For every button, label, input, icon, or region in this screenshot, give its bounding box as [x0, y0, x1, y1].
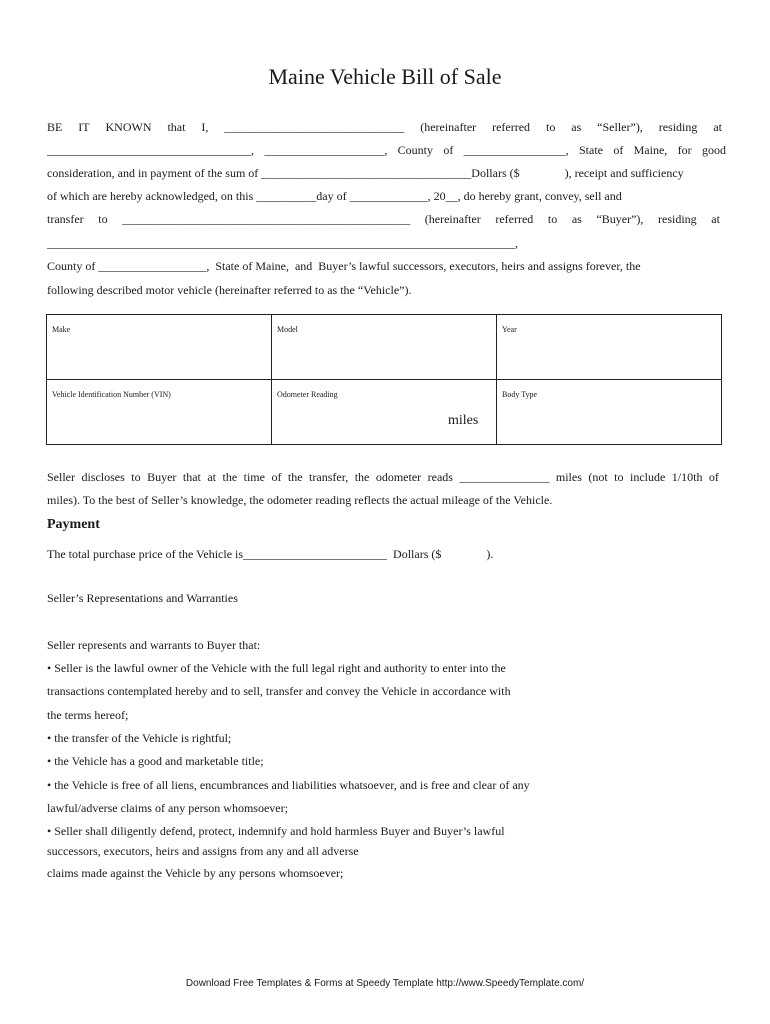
warranty-line: the terms hereof; — [47, 708, 129, 722]
line-word: KNOWN — [105, 120, 152, 134]
payment-heading: Payment — [47, 517, 100, 532]
warranties-intro: Seller represents and warrants to Buyer that: — [47, 638, 261, 652]
odometer-label: Odometer Reading — [277, 390, 338, 399]
intro-line-3: consideration, and in payment of the sum of ___________________________________Dollars ($ ), receipt and sufficiency — [47, 166, 684, 180]
warranty-line: claims made against the Vehicle by any persons whomsoever; — [47, 866, 344, 880]
intro-line-6: ______________________________________________________________________________, — [47, 236, 518, 250]
line-word: _________________, — [463, 143, 569, 157]
miles-label: miles — [448, 413, 479, 428]
line-word: (not — [588, 470, 608, 484]
vin-label: Vehicle Identification Number (VIN) — [52, 390, 171, 399]
line-word: “Buyer”), — [596, 212, 644, 226]
line-word: residing — [658, 120, 698, 134]
line-word: transfer, — [309, 470, 349, 484]
line-word: residing — [658, 212, 697, 226]
line-word: transfer — [47, 212, 84, 226]
warranty-line: lawful/adverse claims of any person whomsoever; — [47, 801, 288, 815]
warranty-line: • Seller is the lawful owner of the Vehicle with the full legal right and authority to enter into the — [47, 661, 506, 675]
line-word: for — [677, 143, 692, 157]
line-word: of — [443, 143, 454, 157]
warranty-line: • the transfer of the Vehicle is rightful; — [47, 731, 232, 745]
intro-line-2 — [47, 143, 726, 157]
make-cell[interactable] — [47, 315, 272, 380]
line-word: (hereinafter — [420, 120, 477, 134]
warranty-line: successors, executors, heirs and assigns from any and all adverse — [47, 844, 359, 858]
line-word: ________________________________________________ — [122, 212, 411, 226]
vin-cell[interactable] — [47, 380, 272, 445]
line-word: discloses — [81, 470, 125, 484]
make-label: Make — [52, 325, 71, 334]
line-word: BE — [47, 120, 63, 134]
line-word: 1/10th — [671, 470, 703, 484]
line-word: the — [287, 470, 303, 484]
line-word: of — [613, 143, 624, 157]
body-type-cell[interactable] — [497, 380, 722, 445]
line-word: the — [222, 470, 238, 484]
line-word: at — [207, 470, 217, 484]
line-word: good — [701, 143, 726, 157]
line-word: include — [629, 470, 666, 484]
line-word: __________________________________, — [47, 143, 254, 157]
document-title: Maine Vehicle Bill of Sale — [268, 64, 502, 89]
body-type-label: Body Type — [502, 390, 538, 399]
intro-line-4: of which are hereby acknowledged, on this __________day of _____________, 20__, do hereby grant, convey, sell and — [47, 189, 622, 203]
line-word: to — [547, 212, 558, 226]
line-word: to — [98, 212, 108, 226]
year-cell[interactable] — [497, 315, 722, 380]
line-word: at — [713, 120, 722, 134]
line-word: County — [397, 143, 433, 157]
line-word: of — [271, 470, 282, 484]
warranty-line: • Seller shall diligently defend, protect, indemnify and hold harmless Buyer and Buyer’s lawful — [47, 824, 505, 838]
line-word: of — [708, 470, 719, 484]
intro-line-1 — [47, 120, 722, 134]
line-word: _______________ — [459, 470, 550, 484]
line-word: ______________________________ — [224, 120, 405, 134]
intro-line-8: following described motor vehicle (hereinafter referred to as the “Vehicle”). — [47, 283, 412, 297]
line-word: referred — [492, 120, 531, 134]
year-label: Year — [502, 325, 517, 334]
line-word: State — [578, 143, 603, 157]
odometer-cell[interactable] — [272, 380, 497, 445]
line-word: I, — [201, 120, 209, 134]
model-cell[interactable] — [272, 315, 497, 380]
line-word: miles — [555, 470, 582, 484]
intro-line-5 — [47, 212, 720, 226]
line-word: to — [131, 470, 141, 484]
line-word: to — [614, 470, 624, 484]
warranty-line: • the Vehicle is free of all liens, encumbrances and liabilities whatsoever, and is free and clear of any — [47, 778, 530, 792]
footer-download-link[interactable]: Download Free Templates & Forms at Speedy Template http://www.SpeedyTemplate.com/ — [185, 978, 585, 989]
line-word: odometer — [375, 470, 422, 484]
line-word: referred — [495, 212, 534, 226]
line-word: “Seller”), — [597, 120, 643, 134]
line-word: Buyer — [147, 470, 177, 484]
warranties-heading: Seller’s Representations and Warranties — [47, 591, 238, 605]
line-word: as — [571, 212, 582, 226]
line-word: the — [354, 470, 370, 484]
line-word: Seller — [47, 470, 75, 484]
line-word: Maine, — [633, 143, 668, 157]
line-word: that — [167, 120, 186, 134]
line-word: IT — [78, 120, 90, 134]
vehicle-details-table — [46, 314, 722, 445]
purchase-price-line: The total purchase price of the Vehicle is________________________ Dollars ($ ). — [47, 547, 494, 561]
line-word: at — [711, 212, 720, 226]
line-word: ____________________, — [264, 143, 388, 157]
line-word: to — [545, 120, 556, 134]
line-word: time — [243, 470, 265, 484]
model-label: Model — [277, 325, 298, 334]
intro-line-7: County of __________________, State of Maine, and Buyer’s lawful successors, executors, heirs and assigns forever, the — [47, 259, 641, 273]
warranty-line: • the Vehicle has a good and marketable title; — [47, 754, 264, 768]
line-word: as — [571, 120, 582, 134]
warranty-line: transactions contemplated hereby and to sell, transfer and convey the Vehicle in accordance with — [47, 684, 511, 698]
odometer-disclosure-line-1 — [47, 470, 719, 484]
line-word: (hereinafter — [424, 212, 481, 226]
odometer-disclosure-line-2: miles). To the best of Seller’s knowledge, the odometer reading reflects the actual mileage of the Vehicle. — [47, 493, 553, 507]
line-word: that — [182, 470, 201, 484]
line-word: reads — [427, 470, 453, 484]
